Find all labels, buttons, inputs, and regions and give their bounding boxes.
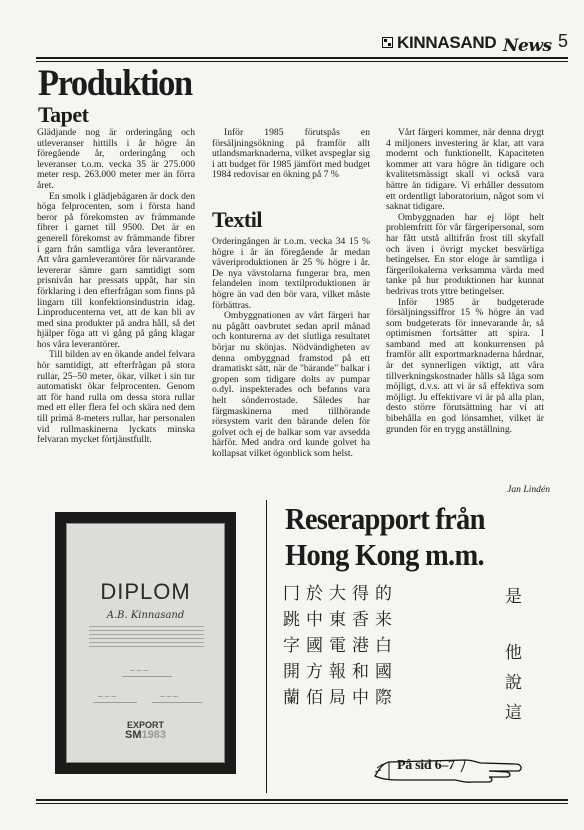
section-title-tapet: Tapet	[38, 102, 89, 127]
paragraph: Ombyggnationen av vårt färgeri har nu pågått oavbrutet sedan april månad och konturerna av det slutliga resultatet börjar nu skönjas. Nödvändigheten av denna ombyggnad framstod på ett dramatiskt sätt, när de "bärande" balkar i gropen som tidigare dolts av pumpar o.dyl. inspekterades och befanns vara helt sönderrostade. Således har färgmaskinerna med tillhörande rörsystem varit den bärande delen för golvet och ej de balkar som var avsedda härför. Med andra ord kunde golvet ha kollapsat vilket ögonblick som helst.	[212, 310, 370, 459]
chinese-char: 說	[505, 673, 522, 693]
export-sm: SM	[125, 729, 142, 741]
diploma-image	[55, 512, 236, 774]
chinese-characters	[283, 581, 398, 711]
hongkong-title-line-2: Hong Kong m.m.	[285, 537, 484, 572]
hongkong-title-line-1: Reserapport från	[285, 501, 485, 536]
signature-scribble: ~~~	[97, 692, 118, 701]
article-column-2	[212, 237, 370, 459]
chinese-row: 開方報和國	[283, 662, 398, 682]
paragraph: Glädjande nog är orderingång och utleveranser hittills i år högre än föregående år, orderingång och leveranser t.o.m. vecka 35 är 275.000 meter resp. 263.000 meter mer än förra året.	[37, 127, 195, 191]
paragraph: En smolk i glädjebägaren är dock den höga felprocenten, som i första hand beror på förekomsten av främmande fibrer i garnet till 9500. Det är en generell förekomst av främmande fibrer i garn från samtliga våra leverantörer. Att våra garnleverantörer för närvarande levererar sämre garn samtidigt som prisnivån har pressats uppåt, har sin förklaring i den efterfrågan som finns på lingarn till konfektionsindustrin idag. Linproducenterna vet, att de kan bli av med sina produkter på andra håll, så det hjälper föga att vi gång på gång klagar hos våra leverantörer.	[37, 190, 195, 350]
export-label: EXPORT	[126, 720, 164, 730]
logo-wordmark: KINNASAND	[397, 33, 497, 52]
pointing-hand-callout	[369, 750, 527, 785]
page-headline: Produktion	[38, 63, 192, 104]
article-column-2-top	[212, 128, 370, 181]
signature-line	[93, 702, 137, 703]
paragraph: Till bilden av en ökande andel felvara hör samtidigt, att efterfrågan på stora rullar, 25–50 meter, ökar, vilket i sin tur automatiskt ökar felprocenten. Genom att för hand rulla om dessa stora rullar med ett eller flera fel och skära ned dem till primä 8-meters rullar, har personalen vid rullmaskinerna lyckats minska felvaran mycket förtjänstfullt.	[37, 349, 195, 446]
article-column-3	[386, 128, 544, 435]
paragraph: Orderingången är t.o.m. vecka 34 15 % högre i år än föregående år medan väveriproduktionen är 25 % högre i år. De nya vävstolarna fungerar bra, men felandelen inom textilproduktionen är högre än vad den bör vara, vilket måste förbättras.	[212, 236, 370, 311]
signature-line	[152, 702, 202, 703]
chinese-char: 這	[505, 703, 522, 723]
chinese-row: 字國電港白	[283, 636, 398, 656]
paragraph: Inför 1985 förutspås en försäljningsökning på framför allt utlandsmarknaderna, vilket avspeglar sig i att budget för 1985 jämfört med budget 1984 redovisar en ökning på 7 %	[212, 127, 370, 181]
article-column-1	[37, 128, 195, 446]
paragraph: Inför 1985 är budgeterade försäljningssiffror 15 % högre än vad som budgeterats för innevarande år, så optimismen fortsätter att spira. I samband med att konkurrensen på framför allt exportmarknaderna hårdnar, är det synnerligen viktigt, att våra tillverkningskostnader hålls så låga som möjligt, d.v.s. att vi är så effektiva som möjligt. Ju effektivare vi är på alla plan, desto större förutsättning har vi att bibehålla en god lönsamhet, vilket är grunden för en trygg anställning.	[386, 296, 544, 435]
top-rule	[36, 57, 568, 59]
masthead	[382, 33, 552, 55]
chinese-row: 冂於大得的	[283, 584, 398, 604]
chinese-char: 是	[505, 587, 522, 607]
signature-scribble: ~~~	[129, 666, 150, 675]
signature-line	[122, 676, 172, 677]
hongkong-title	[285, 501, 485, 573]
section-title-textil: Textil	[212, 207, 262, 232]
bottom-rule-thin	[36, 803, 568, 804]
bottom-rule	[36, 799, 568, 801]
chinese-row: 跳中東香来	[283, 610, 398, 630]
diploma-fine-print	[89, 626, 204, 650]
top-rule-thin	[36, 61, 568, 62]
chinese-char: 他	[505, 643, 522, 663]
diploma-company: A.B. Kinnasand	[106, 610, 185, 621]
paragraph: Ombyggnaden har ej löpt helt problemfritt för vår färgeripersonal, som har fått utstå alltifrån frost till skyfall och även i övrigt mycket besvärliga betingelser. En stor eloge är samtliga i färgerilokalerna verksamma värda med tanke på hur produktionen har kunnat bedrivas trots yttre betingelser.	[386, 211, 544, 297]
diploma-title: DIPLOM	[100, 579, 191, 604]
export-sm-logo	[67, 720, 224, 740]
logo-news: News	[503, 36, 552, 56]
paragraph: Vårt färgeri kommer, när denna drygt 4 miljoners investering är klar, att vara modernt och funktionellt. Kapaciteten kommer att vara högre än tidigare och kvalitetsmässigt skall vi också vara bättre än tidigare. Vi erhåller dessutom ett ordentligt laboratorium, något som vi saknat tidigare.	[386, 127, 544, 213]
signature-scribble: ~~~	[159, 692, 180, 701]
export-year: 1983	[141, 729, 166, 741]
see-pages-label: På sid 6–7	[397, 758, 455, 773]
page-number: 5	[558, 31, 569, 51]
chinese-row: 蘭佰局中際	[283, 688, 398, 708]
author-byline: Jan Lindén	[507, 484, 550, 495]
diploma-paper	[66, 523, 225, 763]
kinnasand-logo-icon	[382, 37, 393, 48]
